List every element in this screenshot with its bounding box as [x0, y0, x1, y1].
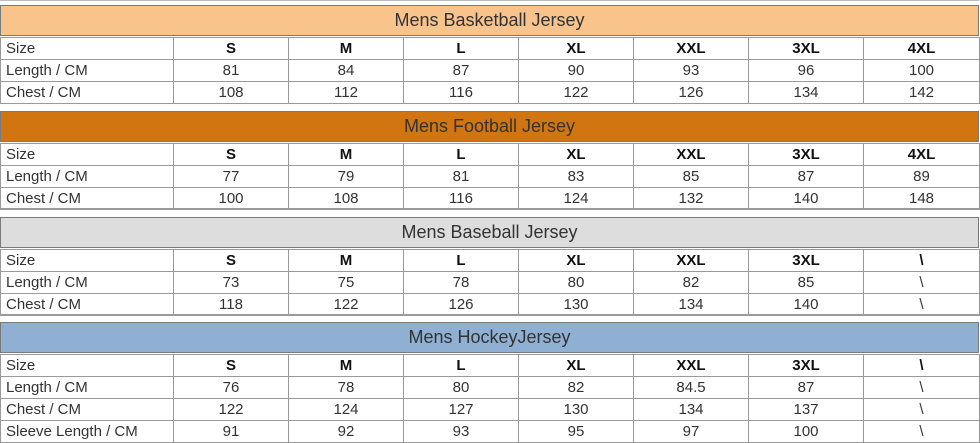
measurement-cell: 78	[404, 272, 519, 294]
jersey-section	[0, 217, 979, 316]
measurement-cell: 148	[864, 188, 980, 210]
size-table	[0, 249, 980, 316]
size-header-cell: 3XL	[749, 38, 864, 60]
measurement-cell: 87	[404, 60, 519, 82]
row-label: Length / CM	[1, 377, 174, 399]
section-title: Mens Basketball Jersey	[0, 5, 979, 36]
measurement-cell: 140	[749, 188, 864, 210]
measurement-cell: 78	[289, 377, 404, 399]
row-label: Length / CM	[1, 166, 174, 188]
measurement-cell: 130	[519, 399, 634, 421]
section-divider	[0, 314, 979, 315]
size-header-cell: M	[289, 38, 404, 60]
size-header-cell: \	[864, 355, 980, 377]
table-row	[1, 294, 980, 316]
measurement-cell: 84.5	[634, 377, 749, 399]
row-label: Chest / CM	[1, 188, 174, 210]
size-header-cell: XXL	[634, 250, 749, 272]
size-header-cell: 3XL	[749, 355, 864, 377]
measurement-cell: 79	[289, 166, 404, 188]
measurement-cell: 80	[519, 272, 634, 294]
measurement-cell: 100	[174, 188, 289, 210]
size-header-cell: M	[289, 144, 404, 166]
size-header-cell: XL	[519, 144, 634, 166]
table-row	[1, 421, 980, 443]
section-title: Mens Baseball Jersey	[0, 217, 979, 248]
table-row	[1, 60, 980, 82]
jersey-section	[0, 322, 979, 443]
measurement-cell: 97	[634, 421, 749, 443]
table-row	[1, 250, 980, 272]
measurement-cell: 108	[174, 82, 289, 104]
measurement-cell: 87	[749, 166, 864, 188]
measurement-cell: 84	[289, 60, 404, 82]
measurement-cell: 92	[289, 421, 404, 443]
section-divider	[0, 208, 979, 209]
measurement-cell: 85	[634, 166, 749, 188]
size-header-cell: L	[404, 355, 519, 377]
row-label: Length / CM	[1, 272, 174, 294]
measurement-cell: 77	[174, 166, 289, 188]
measurement-cell: 75	[289, 272, 404, 294]
size-header-cell: S	[174, 250, 289, 272]
jersey-section	[0, 5, 979, 104]
size-header-cell: L	[404, 250, 519, 272]
measurement-cell: \	[864, 377, 980, 399]
size-header-cell: L	[404, 144, 519, 166]
row-label: Size	[1, 38, 174, 60]
measurement-cell: 142	[864, 82, 980, 104]
measurement-cell: 122	[174, 399, 289, 421]
measurement-cell: 116	[404, 82, 519, 104]
size-header-cell: 3XL	[749, 250, 864, 272]
measurement-cell: 100	[864, 60, 980, 82]
table-row	[1, 355, 980, 377]
size-header-cell: XXL	[634, 144, 749, 166]
measurement-cell: 96	[749, 60, 864, 82]
size-header-cell: XXL	[634, 38, 749, 60]
measurement-cell: 116	[404, 188, 519, 210]
row-label: Length / CM	[1, 60, 174, 82]
measurement-cell: 83	[519, 166, 634, 188]
measurement-cell: 91	[174, 421, 289, 443]
size-header-cell: M	[289, 250, 404, 272]
size-header-cell: 4XL	[864, 144, 980, 166]
measurement-cell: \	[864, 294, 980, 316]
measurement-cell: 134	[634, 399, 749, 421]
measurement-cell: 82	[519, 377, 634, 399]
measurement-cell: 112	[289, 82, 404, 104]
section-divider	[0, 103, 979, 104]
size-header-cell: XL	[519, 355, 634, 377]
size-header-cell: XL	[519, 250, 634, 272]
measurement-cell: 100	[749, 421, 864, 443]
measurement-cell: 85	[749, 272, 864, 294]
table-row	[1, 38, 980, 60]
measurement-cell: 82	[634, 272, 749, 294]
jersey-section	[0, 111, 979, 210]
measurement-cell: 76	[174, 377, 289, 399]
measurement-cell: 126	[634, 82, 749, 104]
row-label: Chest / CM	[1, 399, 174, 421]
section-title: Mens HockeyJersey	[0, 322, 979, 353]
measurement-cell: 81	[404, 166, 519, 188]
table-row	[1, 166, 980, 188]
measurement-cell: \	[864, 272, 980, 294]
measurement-cell: 89	[864, 166, 980, 188]
measurement-cell: \	[864, 421, 980, 443]
measurement-cell: 126	[404, 294, 519, 316]
row-label: Chest / CM	[1, 82, 174, 104]
measurement-cell: 122	[289, 294, 404, 316]
row-label: Sleeve Length / CM	[1, 421, 174, 443]
size-table	[0, 37, 980, 104]
measurement-cell: 132	[634, 188, 749, 210]
measurement-cell: 80	[404, 377, 519, 399]
row-label: Size	[1, 250, 174, 272]
measurement-cell: 93	[404, 421, 519, 443]
measurement-cell: 118	[174, 294, 289, 316]
size-header-cell: S	[174, 38, 289, 60]
measurement-cell: 130	[519, 294, 634, 316]
measurement-cell: 108	[289, 188, 404, 210]
size-header-cell: \	[864, 250, 980, 272]
measurement-cell: 73	[174, 272, 289, 294]
measurement-cell: \	[864, 399, 980, 421]
measurement-cell: 81	[174, 60, 289, 82]
table-row	[1, 144, 980, 166]
measurement-cell: 134	[749, 82, 864, 104]
size-header-cell: S	[174, 144, 289, 166]
table-row	[1, 82, 980, 104]
row-label: Size	[1, 355, 174, 377]
size-header-cell: M	[289, 355, 404, 377]
table-row	[1, 399, 980, 421]
section-title: Mens Football Jersey	[0, 111, 979, 142]
measurement-cell: 95	[519, 421, 634, 443]
table-row	[1, 188, 980, 210]
measurement-cell: 134	[634, 294, 749, 316]
measurement-cell: 90	[519, 60, 634, 82]
measurement-cell: 122	[519, 82, 634, 104]
measurement-cell: 124	[289, 399, 404, 421]
measurement-cell: 127	[404, 399, 519, 421]
size-table	[0, 143, 980, 210]
size-header-cell: 3XL	[749, 144, 864, 166]
size-header-cell: S	[174, 355, 289, 377]
measurement-cell: 93	[634, 60, 749, 82]
measurement-cell: 124	[519, 188, 634, 210]
size-header-cell: L	[404, 38, 519, 60]
size-table	[0, 354, 980, 443]
table-row	[1, 377, 980, 399]
measurement-cell: 140	[749, 294, 864, 316]
row-label: Chest / CM	[1, 294, 174, 316]
size-header-cell: 4XL	[864, 38, 980, 60]
size-header-cell: XL	[519, 38, 634, 60]
size-header-cell: XXL	[634, 355, 749, 377]
row-label: Size	[1, 144, 174, 166]
table-row	[1, 272, 980, 294]
measurement-cell: 137	[749, 399, 864, 421]
measurement-cell: 87	[749, 377, 864, 399]
